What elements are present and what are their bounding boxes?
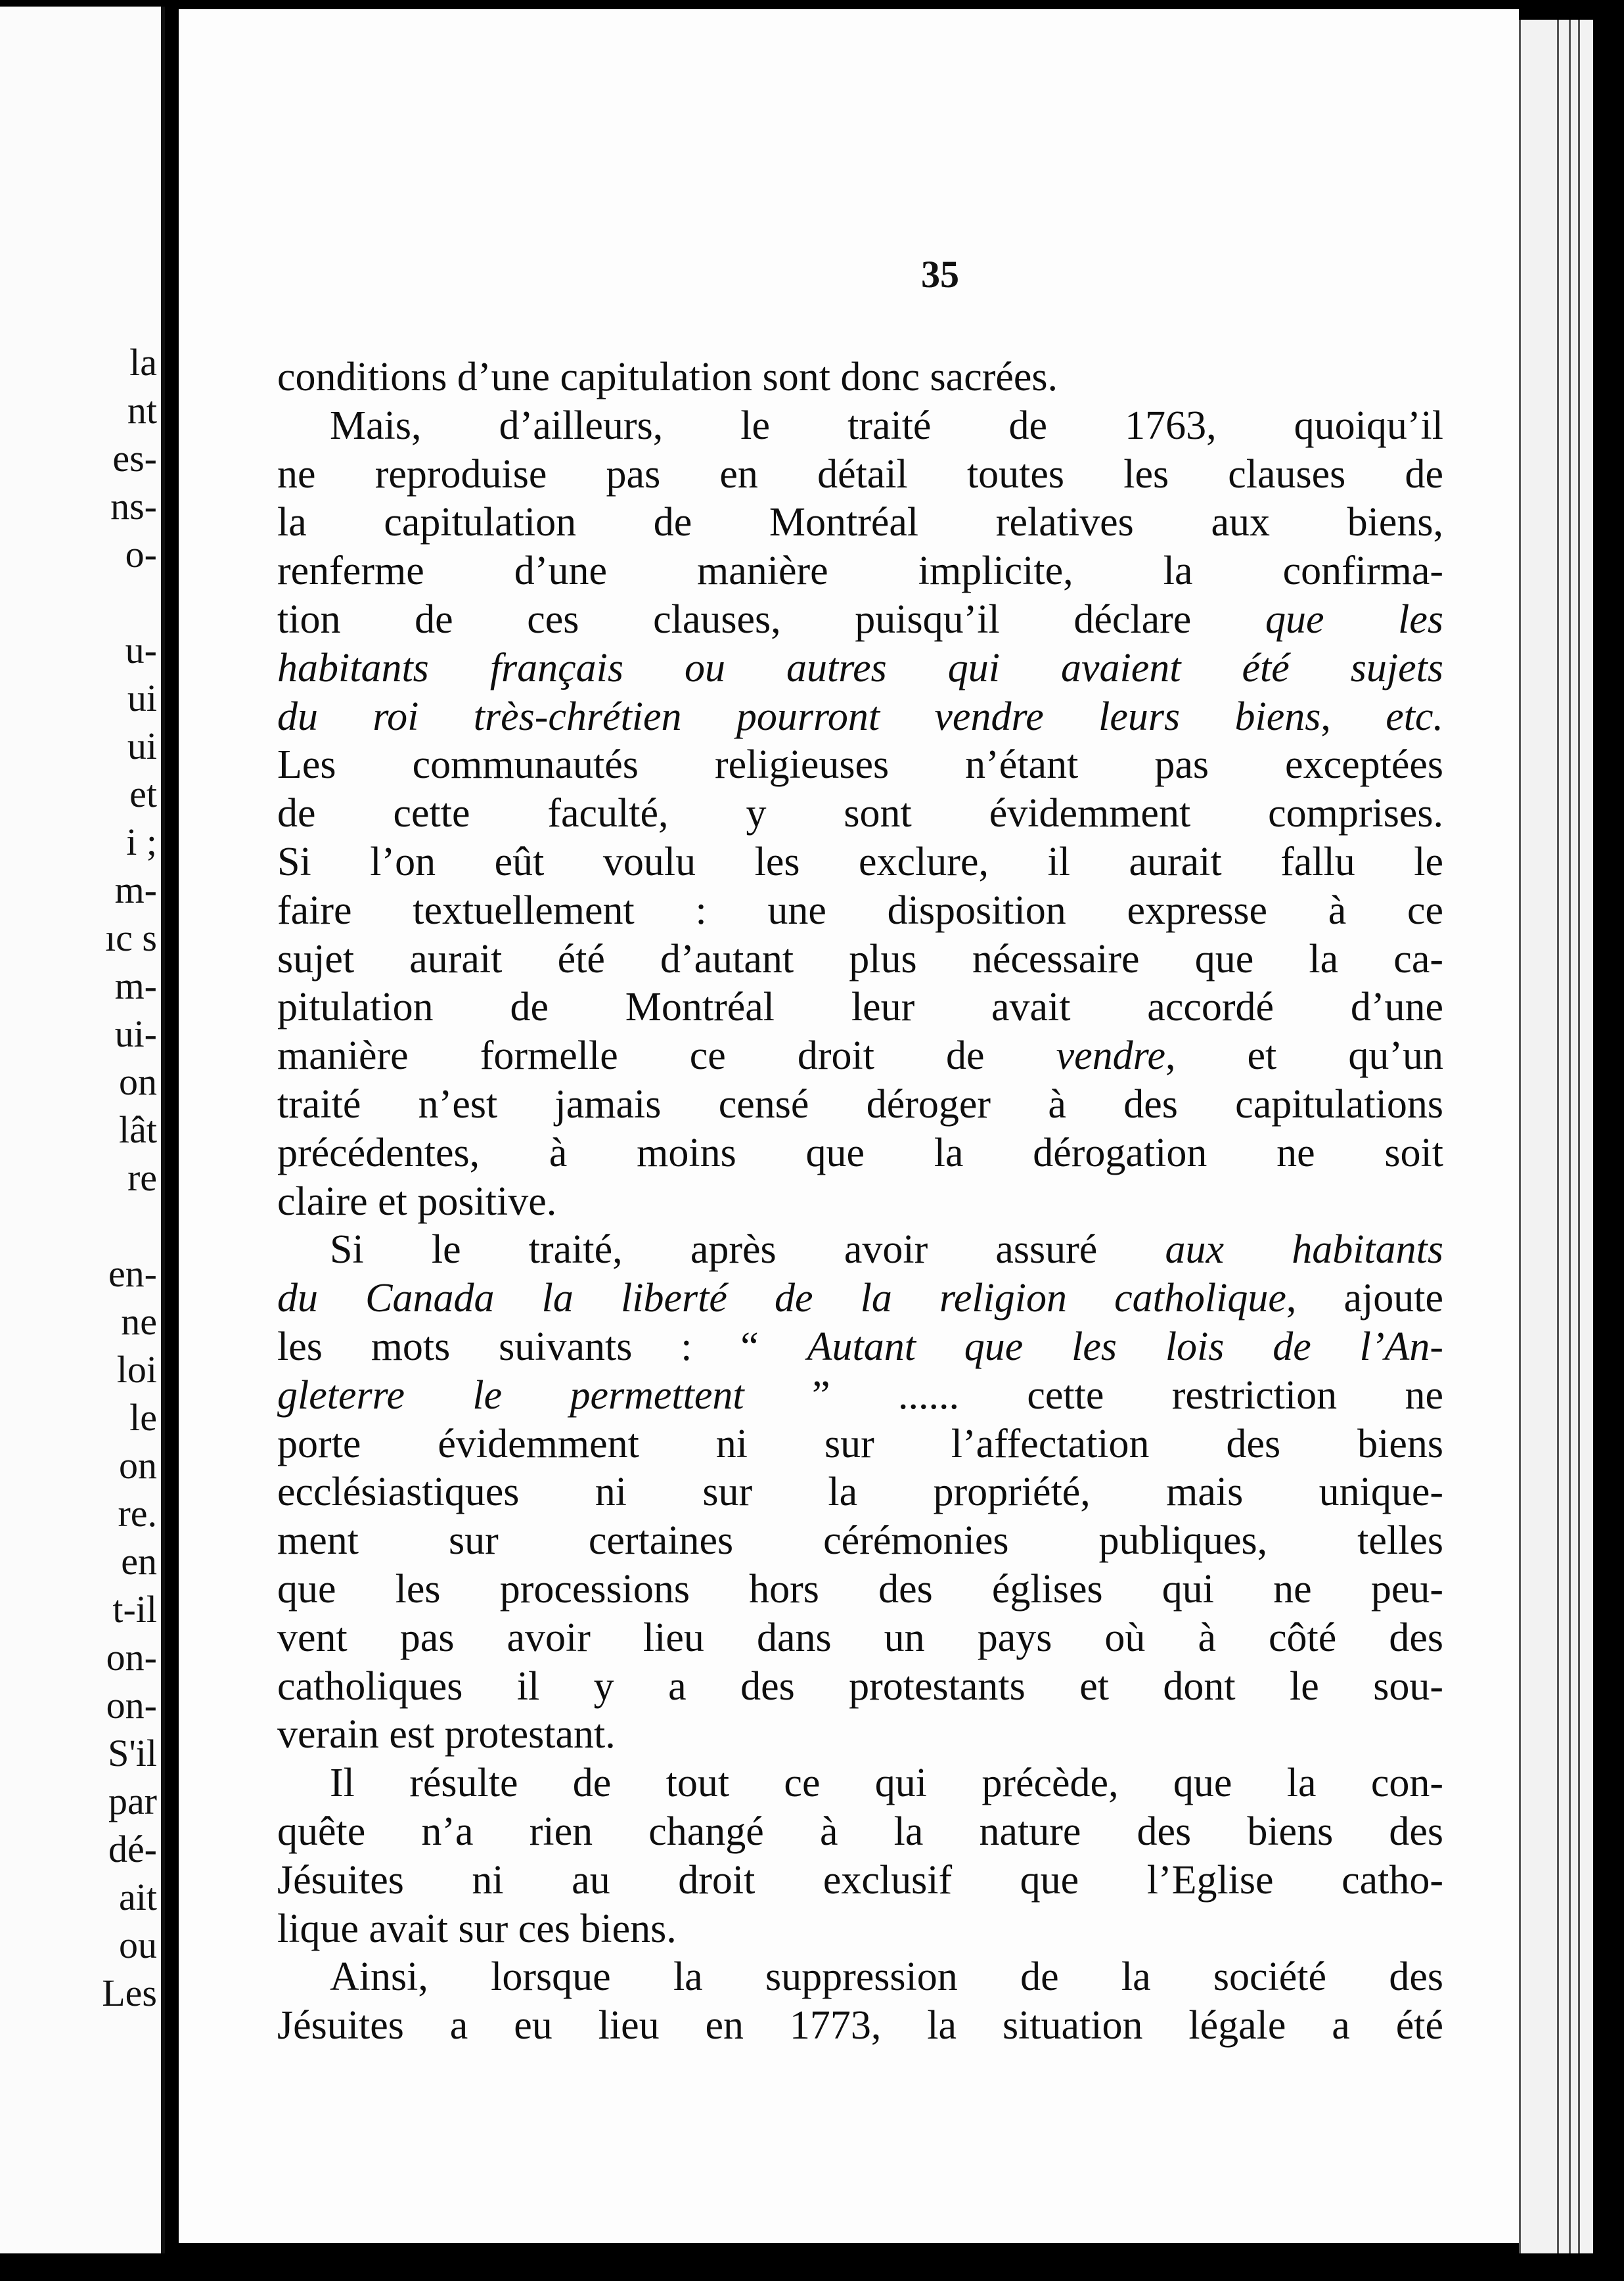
left-page-fragment: m- xyxy=(114,869,157,911)
text-line: Jésuites ni au droit exclusif que l’Eglise catho- xyxy=(277,1857,1443,1903)
text-segment: les mots suivants : “ xyxy=(277,1324,807,1369)
text-line xyxy=(277,644,1443,693)
text-line: Ainsi, lorsque la suppression de la société des xyxy=(330,1954,1443,2000)
left-page-fragment: ui xyxy=(127,677,157,719)
left-page-fragment: dé- xyxy=(108,1828,157,1870)
text-line xyxy=(277,596,1443,644)
left-page-fragment: la xyxy=(129,341,157,384)
text-line: ecclésiastiques ni sur la propriété, mais unique- xyxy=(277,1470,1443,1515)
text-line: renferme d’une manière implicite, la confirma- xyxy=(277,549,1443,594)
left-page-fragment: t-il xyxy=(112,1588,157,1631)
text-line xyxy=(277,1323,1443,1372)
text-line: Jésuites a eu lieu en 1773, la situation légale a été xyxy=(277,2003,1443,2048)
left-page-fragment: on xyxy=(119,1444,157,1487)
page-edges xyxy=(1519,20,1604,2253)
text-segment: tion de ces clauses, puisqu’il déclare xyxy=(277,597,1265,642)
left-page-fragment: par xyxy=(108,1780,157,1822)
italic-text: aux habitants xyxy=(1165,1227,1443,1273)
left-page-fragment: u- xyxy=(125,629,157,671)
main-page xyxy=(179,9,1519,2243)
left-page-fragment: ou xyxy=(119,1924,157,1966)
text-line xyxy=(277,1275,1443,1323)
italic-text: etc. xyxy=(1386,694,1443,739)
italic-text: vendre xyxy=(1056,1033,1165,1079)
text-line: Il résulte de tout ce qui précède, que la con- xyxy=(330,1761,1443,1806)
text-segment: Si le traité, après avoir assuré xyxy=(330,1227,1165,1273)
left-facing-page xyxy=(0,7,165,2253)
text-line: Mais, d’ailleurs, le traité de 1763, quoiqu’il xyxy=(330,403,1443,448)
left-page-fragment: Les xyxy=(102,1972,157,2014)
text-line: claire et positive. xyxy=(277,1179,557,1224)
italic-text: du Canada la liberté de la religion catholique xyxy=(277,1276,1286,1321)
left-page-fragment: re xyxy=(127,1156,157,1199)
text-segment: ” ...... cette restriction ne xyxy=(744,1372,1444,1418)
text-line: de cette faculté, y sont évidemment comprises. xyxy=(277,791,1443,836)
text-line: la capitulation de Montréal relatives aux biens, xyxy=(277,500,1443,545)
left-page-fragment: on xyxy=(119,1060,157,1103)
italic-text: gleterre le permettent xyxy=(277,1372,744,1418)
text-line: Si l’on eût voulu les exclure, il aurait fallu le xyxy=(277,839,1443,884)
text-segment: manière formelle ce droit de xyxy=(277,1033,1056,1079)
text-line: conditions d’une capitulation sont donc sacrées. xyxy=(277,355,1058,399)
text-line: pitulation de Montréal leur avait accordé d’une xyxy=(277,985,1443,1030)
italic-text: habitants français ou autres qui avaient été sujets xyxy=(277,645,1443,690)
text-line: quête n’a rien changé à la nature des biens des xyxy=(277,1809,1443,1854)
text-segment: , et qu’un xyxy=(1165,1033,1443,1079)
text-line: que les processions hors des églises qui ne peu- xyxy=(277,1566,1443,1612)
text-line: Les communautés religieuses n’étant pas exceptées xyxy=(277,742,1443,788)
left-page-fragment: on- xyxy=(106,1636,157,1679)
left-page-fragment: ns- xyxy=(110,485,157,528)
text-line: catholiques il y a des protestants et dont le sou- xyxy=(277,1663,1443,1709)
left-page-fragments xyxy=(102,338,157,2017)
left-page-fragment: en xyxy=(121,1540,157,1583)
left-page-fragment: o- xyxy=(125,533,157,576)
text-line xyxy=(277,1226,1443,1275)
text-line: ment sur certaines cérémonies publiques, telles xyxy=(277,1518,1443,1564)
text-line: verain est protestant. xyxy=(277,1712,616,1757)
left-page-fragment: ıc s xyxy=(105,916,157,959)
page-number: 35 xyxy=(921,253,959,296)
left-page-fragment: en- xyxy=(108,1252,157,1295)
text-line: lique avait sur ces biens. xyxy=(277,1906,677,1951)
left-page-fragment: S'il xyxy=(108,1732,157,1774)
left-page-fragment: nt xyxy=(127,389,157,432)
text-line: précédentes, à moins que la dérogation ne soit xyxy=(277,1130,1443,1175)
left-page-fragment: le xyxy=(129,1396,157,1439)
left-page-fragment: lât xyxy=(119,1108,157,1151)
left-page-fragment: ui xyxy=(127,725,157,767)
italic-text: que les xyxy=(1265,597,1443,642)
left-page-fragment: i ; xyxy=(126,821,157,863)
text-line: traité n’est jamais censé déroger à des capitulations xyxy=(277,1081,1443,1127)
left-page-fragment: ait xyxy=(119,1876,157,1918)
text-line: porte évidemment ni sur l’affectation des biens xyxy=(277,1421,1443,1466)
text-line: ne reproduise pas en détail toutes les clauses de xyxy=(277,451,1443,497)
text-line: faire textuellement : une disposition expresse à ce xyxy=(277,888,1443,933)
italic-text: du roi très-chrétien pourront vendre leurs biens xyxy=(277,694,1321,739)
text-line xyxy=(277,1032,1443,1081)
left-page-fragment xyxy=(102,1202,157,1250)
body-text xyxy=(277,353,1443,2050)
left-page-fragment: loi xyxy=(116,1348,157,1391)
left-page-fragment: es- xyxy=(112,437,157,480)
text-line: vent pas avoir lieu dans un pays où à côté des xyxy=(277,1615,1443,1660)
left-page-fragment: et xyxy=(129,773,157,815)
left-page-fragment: ui- xyxy=(114,1012,157,1055)
text-line xyxy=(277,1372,1443,1420)
text-segment: , ajoute xyxy=(1286,1276,1443,1321)
italic-text: Autant que les lois de l’An- xyxy=(807,1324,1443,1369)
left-page-fragment: re. xyxy=(118,1492,157,1535)
left-page-fragment xyxy=(102,578,157,626)
text-line xyxy=(277,693,1443,742)
left-page-fragment: on- xyxy=(106,1684,157,1727)
text-segment: , xyxy=(1320,694,1386,739)
left-page-fragment: ne xyxy=(121,1300,157,1343)
left-page-fragment: m- xyxy=(114,964,157,1007)
text-line: sujet aurait été d’autant plus nécessaire que la ca- xyxy=(277,936,1443,982)
